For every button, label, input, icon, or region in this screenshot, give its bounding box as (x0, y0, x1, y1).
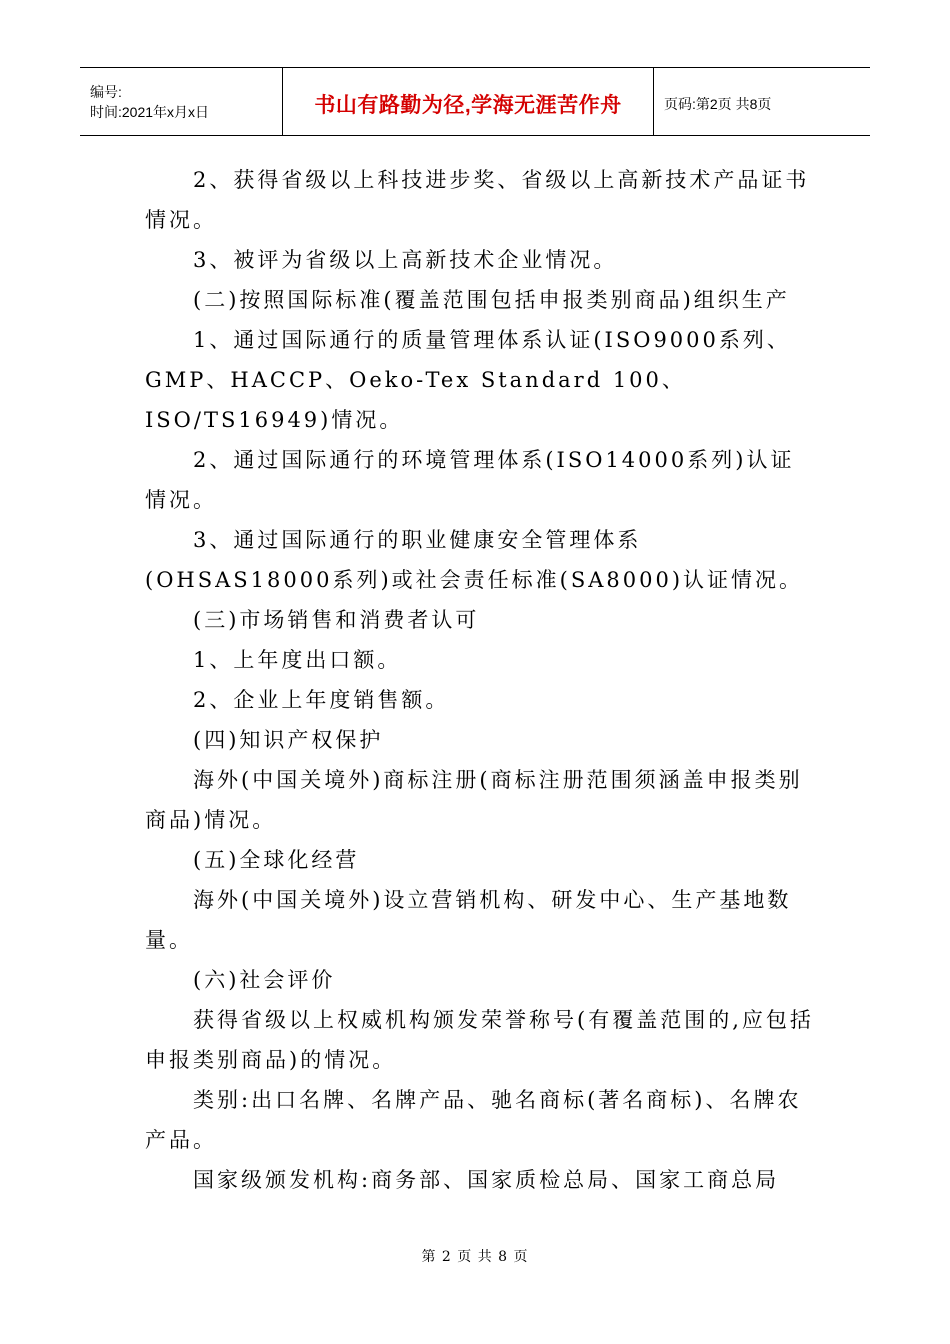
document-time-label: 时间:2021年x月x日 (90, 103, 210, 120)
paragraph: 海外(中国关境外)商标注册(商标注册范围须涵盖申报类别商品)情况。 (145, 768, 803, 832)
document-body (145, 160, 815, 1200)
paragraph: 2、企业上年度销售额。 (193, 688, 450, 712)
section-heading: (五)全球化经营 (193, 848, 360, 872)
header-page-number: 页码:第2页 共8页 (664, 95, 772, 112)
paragraph: 1、通过国际通行的质量管理体系认证(ISO9000系列、GMP、HACCP、Oeko-Tex Standard 100、ISO/TS16949)情况。 (145, 328, 791, 432)
section-heading: (三)市场销售和消费者认可 (193, 608, 480, 632)
paragraph: 海外(中国关境外)设立营销机构、研发中心、生产基地数量。 (145, 888, 792, 952)
header-meta (80, 68, 283, 135)
paragraph: 3、被评为省级以上高新技术企业情况。 (193, 248, 618, 272)
paragraph: 3、通过国际通行的职业健康安全管理体系(OHSAS18000系列)或社会责任标准(SA8000)认证情况。 (145, 528, 804, 592)
section-heading: (六)社会评价 (193, 968, 336, 992)
document-number-label: 编号: (90, 83, 122, 100)
section-heading: (二)按照国际标准(覆盖范围包括申报类别商品)组织生产 (193, 288, 790, 312)
section-heading: (四)知识产权保护 (193, 728, 384, 752)
paragraph: 获得省级以上权威机构颁发荣誉称号(有覆盖范围的,应包括申报类别商品)的情况。 (145, 1008, 814, 1072)
header-motto: 书山有路勤为径,学海无涯苦作舟 (314, 93, 622, 117)
paragraph: 1、上年度出口额。 (193, 648, 402, 672)
header-page-cell (654, 68, 870, 135)
paragraph: 国家级颁发机构:商务部、国家质检总局、国家工商总局 (193, 1168, 780, 1192)
page-footer: 第 2 页 共 8 页 (421, 1249, 529, 1265)
paragraph: 2、获得省级以上科技进步奖、省级以上高新技术产品证书情况。 (145, 168, 810, 232)
page-header (80, 67, 870, 136)
paragraph: 类别:出口名牌、名牌产品、驰名商标(著名商标)、名牌农产品。 (145, 1088, 802, 1152)
paragraph: 2、通过国际通行的环境管理体系(ISO14000系列)认证情况。 (145, 448, 795, 512)
header-motto-cell (283, 68, 654, 135)
